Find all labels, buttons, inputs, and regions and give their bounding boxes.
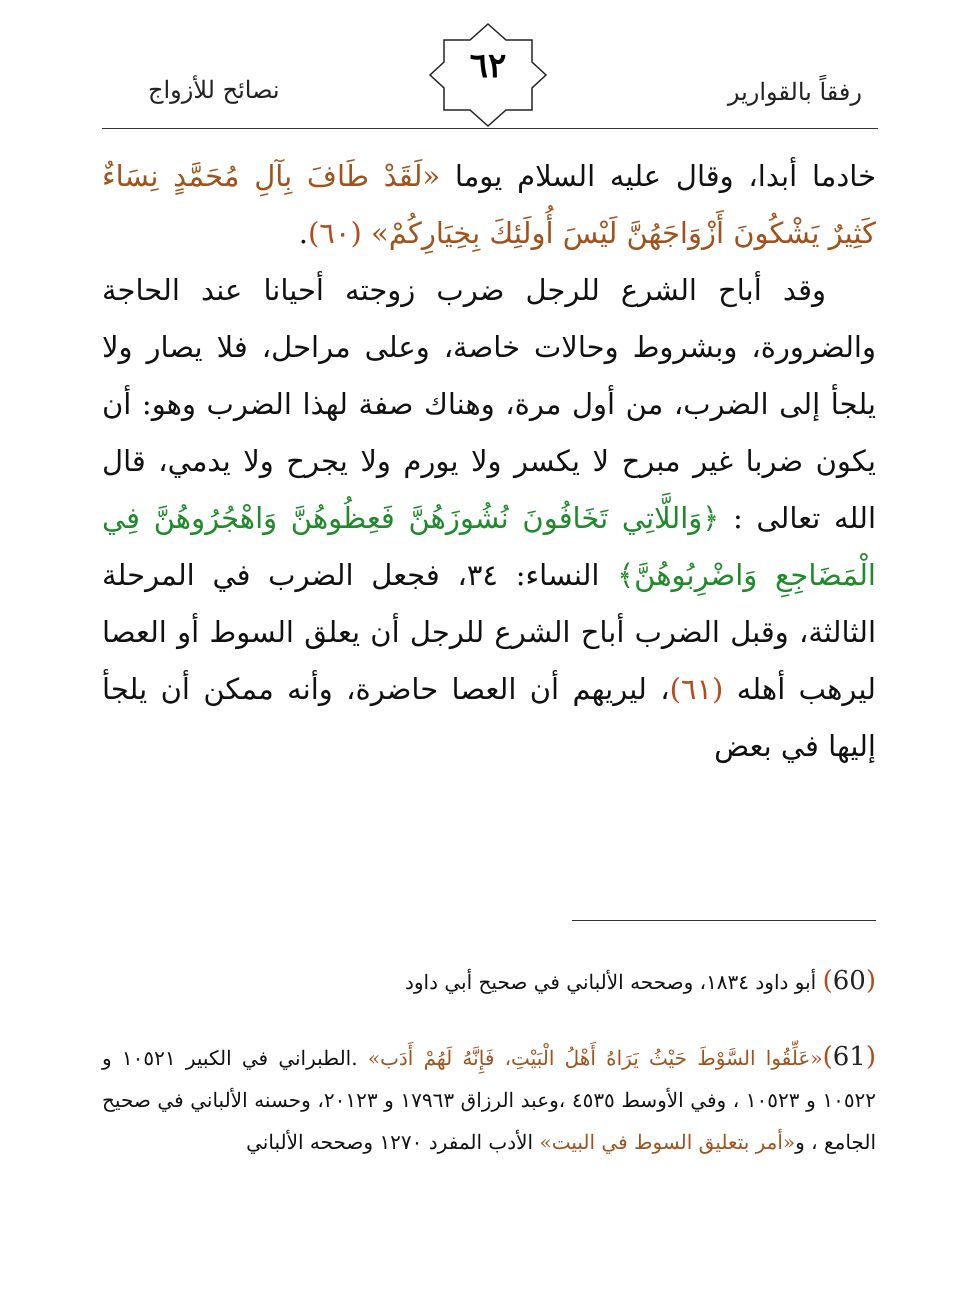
paragraph-1-text: خادما أبدا، وقال عليه السلام يوما	[440, 159, 876, 193]
paragraph-2-text-end: ، ليريهم أن العصا حاضرة، وأنه ممكن أن يلجأ إليها في بعض	[102, 672, 876, 763]
footnote-text: .الطبراني في الكبير ١٠٥٢١ و ١٠٥٢٢ و ١٠٥٢٣ ، وفي الأوسط ٤٥٣٥ ،وعبد الرزاق ١٧٩٦٣ و ٢٠١٢٣، وحسنه الألباني في صحيح الجامع ، و	[102, 1046, 877, 1154]
paragraph-2-text-cont: النساء: ٣٤، فجعل الضرب في المرحلة الثالثة، وقبل الضرب أباح الشرع للرجل أن يعلق السوط أو العصا ليرهب أهله	[102, 558, 876, 706]
footnote-hadith: «عَلِّقُوا السَّوْطَ حَيْثُ يَرَاهُ أَهْلُ الْبَيْتِ، فَإِنَّهُ لَهُمْ أَدَب»	[367, 1046, 823, 1070]
paragraph-2-text: وقد أباح الشرع للرجل ضرب زوجته أحيانا عند الحاجة والضرورة، وبشروط وحالات خاصة، وعلى مراحل، فلا يصار ولا يلجأ إلى الضرب، من أول مرة، وهناك صفة لهذا الضرب وهو: أن يكون ضربا غير مبرح لا يكسر ولا يورم ولا يجرح ولا يدمي، قال الله تعالى :	[102, 273, 876, 535]
header-book-title: رفقاً بالقوارير	[727, 78, 862, 106]
footnote-60	[102, 960, 876, 1003]
paragraph-1	[102, 148, 876, 262]
footnote-divider	[572, 920, 876, 921]
footnote-ref-61[interactable]: (٦١)	[669, 672, 724, 706]
footnote-quote: «أمر بتعليق السوط في البيت»	[539, 1130, 796, 1154]
hadith-quote: «لَقَدْ طَافَ بِآلِ مُحَمَّدٍ نِسَاءٌ كَثِيرٌ يَشْكُونَ أَزْوَاجَهُنَّ لَيْسَ أُولَئِكَ بِخِيَارِكُمْ»	[102, 159, 876, 250]
quran-verse: ﴿وَاللَّاتِي تَخَافُونَ نُشُوزَهُنَّ فَعِظُوهُنَّ وَاهْجُرُوهُنَّ فِي الْمَضَاجِعِ وَاضْرِبُوهُنَّ﴾	[102, 501, 876, 592]
header-divider	[102, 128, 878, 129]
footnote-61	[102, 1036, 876, 1163]
paragraph-1-end: .	[298, 216, 308, 250]
footnote-ref-60[interactable]: (٦٠)	[307, 216, 371, 250]
header-chapter-title: نصائح للأزواج	[148, 76, 280, 104]
main-text	[102, 148, 876, 775]
footnote-number: (61)	[822, 1042, 876, 1072]
footnote-number: (60)	[822, 966, 876, 996]
footnote-text-end: الأدب المفرد ١٢٧٠ وصححه الألباني	[246, 1130, 540, 1154]
page-number: ٦٢	[469, 46, 507, 86]
paragraph-2	[102, 262, 876, 775]
footnote-text: أبو داود ١٨٣٤، وصححه الألباني في صحيح أبي داود	[404, 970, 823, 994]
